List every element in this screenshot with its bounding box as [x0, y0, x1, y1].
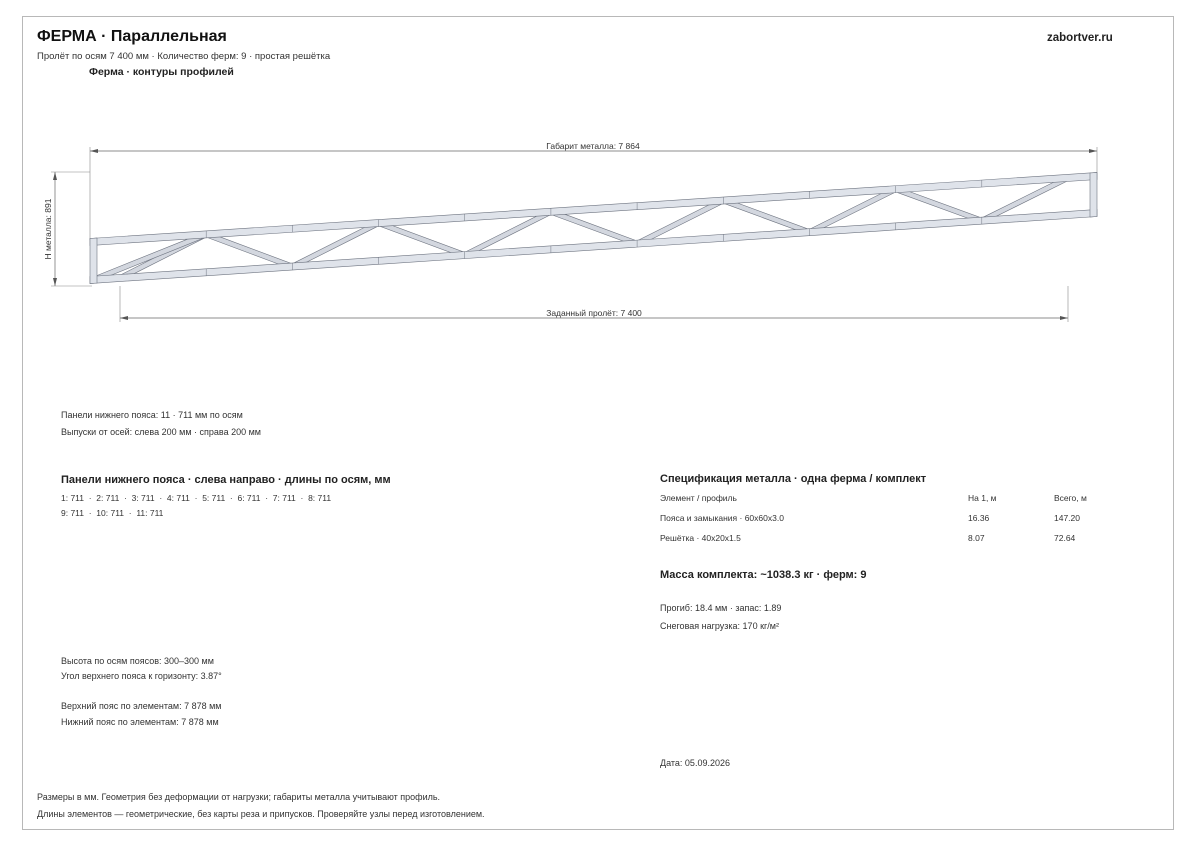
- truss-body: [90, 173, 1097, 284]
- spec-col-per-one: На 1, м: [968, 493, 997, 503]
- drawing-title: Ферма · контуры профилей: [89, 66, 234, 78]
- spec-heading: Спецификация металла · одна ферма / комплект: [660, 473, 927, 485]
- spec-col-total: Всего, м: [1054, 493, 1087, 503]
- panel-separator: ·: [154, 493, 167, 503]
- panel-separator: ·: [124, 508, 137, 518]
- panel-separator: ·: [119, 493, 132, 503]
- panels-info: Панели нижнего пояса: 11 · 711 мм по осям: [61, 410, 243, 420]
- truss-web-diagonal: [378, 221, 466, 258]
- page-title: ФЕРМА · Параллельная: [37, 28, 227, 45]
- bottom-chord-info: Нижний пояс по элементам: 7 878 мм: [61, 717, 219, 727]
- dim-overall-arrow-right: [1089, 149, 1097, 153]
- dim-height-label: H металла: 891: [43, 198, 53, 260]
- deflection-info: Прогиб: 18.4 мм · запас: 1.89: [660, 603, 782, 613]
- spec-col-element: Элемент / профиль: [660, 493, 737, 503]
- dim-height-arrow-bottom: [53, 278, 57, 286]
- site-name: zabortver.ru: [1047, 32, 1113, 44]
- panel-length-item: 5: 711: [202, 493, 226, 503]
- dim-span-label: Заданный пролёт: 7 400: [546, 308, 642, 318]
- spec-row-chords-total: 147.20: [1054, 513, 1080, 523]
- spec-row-chords-per-one: 16.36: [968, 513, 990, 523]
- panel-length-item: 9: 711: [61, 508, 85, 518]
- panel-separator: ·: [84, 508, 97, 518]
- overhang-info: Выпуски от осей: слева 200 мм · справа 200 мм: [61, 427, 261, 437]
- panel-length-item: 4: 711: [166, 493, 190, 503]
- angle-info: Угол верхнего пояса к горизонту: 3.87°: [61, 671, 222, 681]
- truss-drawing: [0, 0, 1200, 400]
- top-chord-info: Верхний пояс по элементам: 7 878 мм: [61, 701, 222, 711]
- panel-separator: ·: [84, 493, 97, 503]
- panel-length-item: 8: 711: [308, 493, 332, 503]
- footer-note-1: Размеры в мм. Геометрия без деформации от нагрузки; габариты металла учитывают профиль.: [37, 792, 441, 802]
- panel-length-item: 11: 711: [136, 508, 164, 518]
- panels-list: [61, 491, 391, 521]
- mass-summary: Масса комплекта: ~1038.3 кг · ферм: 9: [660, 569, 867, 581]
- spec-row-web-per-one: 8.07: [968, 533, 985, 543]
- truss-web-diagonal: [895, 187, 983, 223]
- spec-row-chords-name: Пояса и замыкания · 60x60x3.0: [660, 513, 784, 523]
- dim-overall-arrow-left: [90, 149, 98, 153]
- truss-end-post-left: [90, 238, 97, 284]
- spec-row-web-name: Решётка · 40x20x1.5: [660, 533, 741, 543]
- panel-length-item: 10: 711: [96, 508, 125, 518]
- panel-length-item: 1: 711: [61, 493, 85, 503]
- panel-length-item: 6: 711: [237, 493, 261, 503]
- height-info: Высота по осям поясов: 300–300 мм: [61, 656, 214, 666]
- panels-heading: Панели нижнего пояса · слева направо · длины по осям, мм: [61, 474, 391, 486]
- panel-separator: ·: [189, 493, 203, 503]
- snow-load-info: Снеговая нагрузка: 170 кг/м²: [660, 621, 779, 631]
- dim-span-arrow-left: [120, 316, 128, 320]
- truss-web-diagonal: [205, 232, 293, 269]
- truss-end-post-right: [1090, 173, 1097, 218]
- page-subtitle: Пролёт по осям 7 400 мм · Количество ферм: 9 · простая решётка: [37, 51, 331, 62]
- dim-overall-label: Габарит металла: 7 864: [546, 141, 640, 151]
- spec-row-web-total: 72.64: [1054, 533, 1076, 543]
- panel-separator: ·: [260, 493, 273, 503]
- dim-height-arrow-top: [53, 172, 57, 180]
- panel-length-item: 2: 711: [96, 493, 120, 503]
- panel-length-item: 3: 711: [131, 493, 155, 503]
- footer-note-2: Длины элементов — геометрические, без карты реза и припусков. Проверяйте узлы перед изготовлением.: [37, 809, 485, 819]
- date-label: Дата: 05.09.2026: [660, 758, 730, 768]
- panel-separator: ·: [295, 493, 309, 503]
- panel-separator: ·: [225, 493, 238, 503]
- truss-web-diagonal: [550, 209, 638, 245]
- truss-web-diagonal: [722, 198, 810, 234]
- panel-length-item: 7: 711: [272, 493, 296, 503]
- dim-span-arrow-right: [1060, 316, 1068, 320]
